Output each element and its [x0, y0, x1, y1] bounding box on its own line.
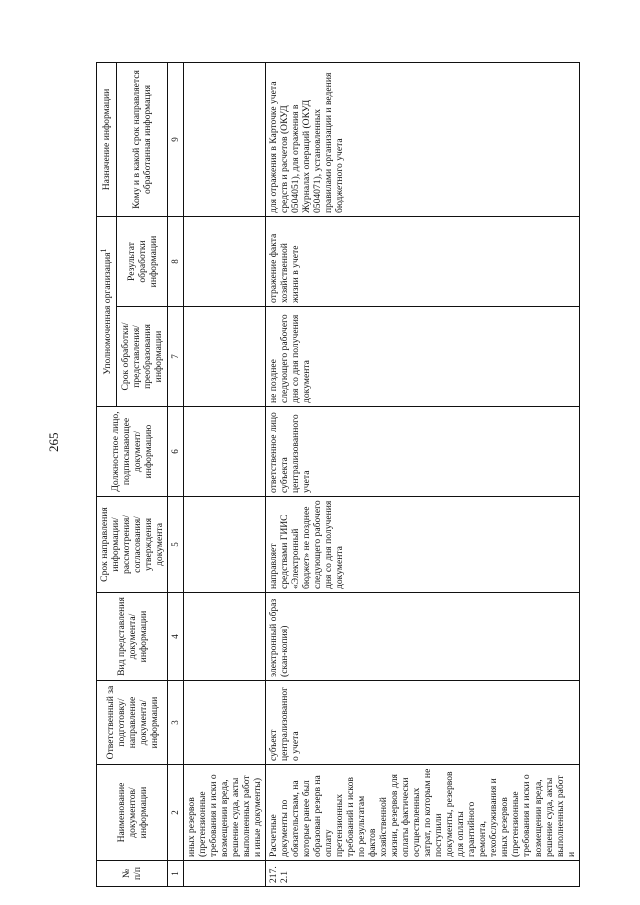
header-group-text: Уполномоченная организация	[102, 252, 114, 375]
cell-name: Расчетные документы по обязательствам, на которые ранее был образован резерв на оплату претензионных требований и исков по результатам фактов хозяйственной жизни, резервов для оплаты фактически осуществленных затрат, по которым не поступили документы, резервов для оплаты гарантийного ремонта, техобслуживания и иных резервов (претензионные требования и иски о возмещении вреда, решение суда, акты выполненных работ и	[265, 765, 579, 861]
cell-proc-deadline	[183, 307, 265, 407]
header-deadline: Срок направления информации/ рассмотрения/ согласования/ утверждения документа	[97, 497, 168, 593]
header-responsible: Ответственный за подготовку/ направление документа/ информации	[97, 681, 168, 765]
col-number: 8	[168, 217, 183, 307]
header-group	[97, 217, 117, 407]
cell-official: ответственное лицо субъекта централизованного учета	[265, 407, 579, 497]
cell-name: иных резервов (претензионные требования и иски о возмещении вреда, решение суда, акты выполненных работ и иные документы)	[183, 765, 265, 861]
header-result: Результат обработки информации	[117, 217, 168, 307]
header-purpose: Назначение информации	[97, 63, 117, 217]
cell-recipient	[183, 63, 265, 217]
table-row	[183, 63, 265, 887]
cell-num	[183, 861, 265, 887]
page-number: 265	[46, 432, 61, 452]
header-num: № п/п	[97, 861, 168, 887]
cell-result	[183, 217, 265, 307]
cell-result: отражение факта хозяйственной жизни в учете	[265, 217, 579, 307]
cell-deadline	[183, 497, 265, 593]
cell-responsible: субъект централизованного учета	[265, 681, 579, 765]
cell-recipient: для отражения в Карточке учета средств и расчетов (ОКУД 0504051), для отражения в Журналах операций (ОКУД 0504071), установленных правилами организации и ведения бюджетного учета	[265, 63, 579, 217]
col-number: 3	[168, 681, 183, 765]
header-kind: Вид представления документа/ информации	[97, 593, 168, 681]
header-group-mark: 1	[99, 248, 109, 253]
cell-deadline: направляет средствами ГИИС «Электронный бюджет» не позднее следующего рабочего дня со дня получения документа	[265, 497, 579, 593]
col-number: 1	[168, 861, 183, 887]
cell-kind: электронный образ (скан-копия)	[265, 593, 579, 681]
header-name: Наименование документов/ информации	[97, 765, 168, 861]
header-recipient: Кому и в какой срок направляется обработанная информация	[117, 63, 168, 217]
column-number-row	[168, 63, 183, 887]
cell-official	[183, 407, 265, 497]
col-number: 9	[168, 63, 183, 217]
header-proc-deadline: Срок обработки/ представления/ преобразования информации	[117, 307, 168, 407]
col-number: 5	[168, 497, 183, 593]
table-row	[265, 63, 579, 887]
header-official: Должностное лицо, подписывающее документ/ информацию	[97, 407, 168, 497]
cell-proc-deadline: не позднее следующего рабочего дня со дня получения документа	[265, 307, 579, 407]
col-number: 2	[168, 765, 183, 861]
header-row-1	[97, 63, 117, 887]
cell-num: 217.2.1	[265, 861, 579, 887]
cell-kind	[183, 593, 265, 681]
col-number: 7	[168, 307, 183, 407]
cell-responsible	[183, 681, 265, 765]
col-number: 6	[168, 407, 183, 497]
col-number: 4	[168, 593, 183, 681]
document-table	[96, 62, 580, 887]
